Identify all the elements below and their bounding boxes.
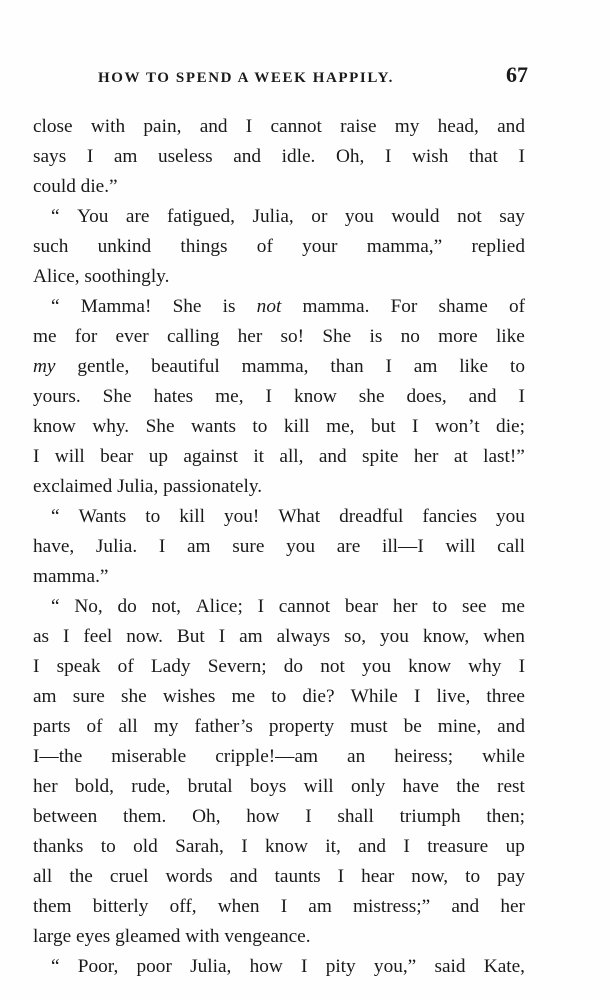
word: rest (497, 776, 525, 797)
word: but (370, 416, 396, 437)
word: and (451, 896, 480, 917)
text-line (33, 472, 525, 502)
word: me (231, 686, 256, 707)
text-line (33, 592, 525, 622)
text-line (33, 712, 525, 742)
word: replied (471, 236, 525, 257)
word: will (303, 776, 334, 797)
word: Oh, (192, 806, 221, 827)
word: know (265, 836, 308, 857)
word: But (176, 626, 205, 647)
word: am (308, 896, 332, 917)
word: I (33, 446, 40, 467)
word: wants (190, 416, 236, 437)
word: Julia. (95, 536, 138, 557)
word: am (239, 626, 263, 647)
word: how (249, 956, 283, 977)
word: not, (151, 596, 181, 617)
word: rude, (131, 776, 171, 797)
word: cannot (270, 116, 322, 137)
word: thanks (33, 836, 84, 857)
word: I (241, 836, 248, 857)
word: cripple!—am (215, 746, 319, 767)
word: be (403, 716, 422, 737)
text-line (33, 832, 525, 862)
word: I (301, 956, 308, 977)
word: fancies (422, 506, 477, 527)
text-line (33, 532, 525, 562)
text-line (33, 652, 525, 682)
word: beautiful (151, 356, 220, 377)
word: pain, (143, 116, 182, 137)
word: her (392, 596, 418, 617)
word: to (465, 866, 481, 887)
word: mamma, (241, 356, 309, 377)
word: for (74, 326, 98, 347)
word: it, (325, 836, 341, 857)
word: know (33, 416, 76, 437)
word: know (293, 386, 337, 407)
word: old (133, 836, 158, 857)
word: does, (406, 386, 447, 407)
word: spite (362, 446, 399, 467)
word: say (499, 206, 525, 227)
text-line (33, 172, 525, 202)
word: She (145, 416, 175, 437)
word: such (33, 236, 69, 257)
word: triumph (399, 806, 461, 827)
text-line (33, 922, 525, 952)
word: sure (72, 686, 105, 707)
text-line (33, 502, 525, 532)
word: and (468, 386, 497, 407)
word: the (69, 866, 93, 887)
word: could (33, 176, 76, 197)
word: call (497, 536, 525, 557)
word: said (434, 956, 466, 977)
word: of (256, 236, 273, 257)
word: eyes (76, 926, 111, 947)
word: I (86, 146, 94, 167)
word: cruel (109, 866, 149, 887)
word: now, (411, 866, 449, 887)
word: She (102, 386, 132, 407)
word: mamma,” (366, 236, 443, 257)
word: how (246, 806, 280, 827)
word: What (278, 506, 321, 527)
word: to (252, 416, 268, 437)
word: am (187, 536, 211, 557)
word: me (501, 596, 525, 617)
text-line (33, 682, 525, 712)
word: passionately. (163, 476, 263, 497)
word: are (336, 536, 361, 557)
word: speak (56, 656, 101, 677)
text-line (33, 412, 525, 442)
word: boys (249, 776, 287, 797)
word: Sarah, (175, 836, 224, 857)
word: No, (74, 596, 103, 617)
word: unkind (97, 236, 152, 257)
word: I (337, 866, 345, 887)
word: shall (337, 806, 374, 827)
word: no (400, 326, 420, 347)
text-line (33, 622, 525, 652)
word: you (495, 506, 525, 527)
word: I (518, 656, 525, 677)
word: between (33, 806, 98, 827)
word: mine, (437, 716, 482, 737)
word: live, (436, 686, 471, 707)
word: you (344, 206, 374, 227)
word: do (283, 656, 304, 677)
word: up (505, 836, 525, 857)
word: my (153, 716, 179, 737)
word: would (391, 206, 440, 227)
word: must (350, 716, 388, 737)
word: kill (283, 416, 310, 437)
word: do (117, 596, 137, 617)
word: Julia, (117, 476, 159, 497)
word: I—the (33, 746, 83, 767)
word: close (33, 116, 73, 137)
text-line (33, 322, 525, 352)
word: her (500, 896, 525, 917)
word: my (33, 356, 56, 377)
word: pay (497, 866, 525, 887)
word: While (350, 686, 398, 707)
word: so, (344, 626, 367, 647)
word: three (486, 686, 525, 707)
word: Poor, (77, 956, 119, 977)
word: calling (166, 326, 220, 347)
word: miserable (111, 746, 187, 767)
word: taunts (274, 866, 321, 887)
word: her (413, 446, 439, 467)
word: more (438, 326, 478, 347)
word: to (510, 356, 525, 377)
word: I (63, 626, 70, 647)
word: Oh, (335, 146, 365, 167)
word: them. (123, 806, 167, 827)
word: “ (51, 206, 60, 227)
word: I (245, 116, 253, 137)
word: that (469, 146, 498, 167)
word: know (408, 656, 451, 677)
word: things (180, 236, 228, 257)
word: She (322, 326, 352, 347)
word: not (320, 656, 345, 677)
word: Lady (150, 656, 191, 677)
word: your (302, 236, 338, 257)
word: pity (325, 956, 356, 977)
word: Alice, (33, 266, 80, 287)
word: Mamma! (80, 296, 152, 317)
word: all, (279, 446, 304, 467)
word: am (113, 146, 138, 167)
word: treasure (427, 836, 489, 857)
word: I (158, 536, 166, 557)
word: Julia, (252, 206, 294, 227)
word: gleamed (115, 926, 181, 947)
word: yours. (33, 386, 81, 407)
word: bear (100, 446, 134, 467)
word: bear (344, 596, 379, 617)
word: and (229, 866, 258, 887)
word: all (33, 866, 53, 887)
word: die.” (80, 176, 118, 197)
word: head, (437, 116, 479, 137)
word: of (508, 296, 525, 317)
word: than (330, 356, 364, 377)
word: with (185, 926, 220, 947)
text-line (33, 112, 525, 142)
word: to (271, 686, 287, 707)
word: all (118, 716, 138, 737)
text-line (33, 292, 525, 322)
word: won’t (434, 416, 480, 437)
word: mistress;” (353, 896, 431, 917)
word: raise (340, 116, 377, 137)
text-line (33, 142, 525, 172)
word: and (358, 836, 387, 857)
word: I (280, 896, 288, 917)
word: hear (361, 866, 395, 887)
word: will (54, 446, 85, 467)
word: sure (232, 536, 265, 557)
word: are (125, 206, 150, 227)
word: says (33, 146, 67, 167)
word: I (403, 836, 410, 857)
word: gentle, (77, 356, 130, 377)
text-line (33, 742, 525, 772)
word: and (497, 116, 525, 137)
word: it (253, 446, 265, 467)
word: her (33, 776, 58, 797)
word: Kate, (483, 956, 525, 977)
word: and (497, 716, 525, 737)
word: I (518, 386, 525, 407)
word: and (233, 146, 262, 167)
word: brutal (187, 776, 233, 797)
word: I (305, 806, 312, 827)
word: die; (496, 416, 525, 437)
word: I (265, 386, 272, 407)
word: while (482, 746, 525, 767)
word: wish (411, 146, 449, 167)
word: like (459, 356, 489, 377)
word: I (218, 626, 226, 647)
text-line (33, 382, 525, 412)
word: know, (422, 626, 470, 647)
word: exclaimed (33, 476, 113, 497)
word: me (33, 326, 57, 347)
word: I (33, 656, 40, 677)
word: at (453, 446, 468, 467)
word: as (33, 626, 50, 647)
word: feel (83, 626, 113, 647)
word: you (362, 656, 391, 677)
text-line (33, 802, 525, 832)
word: Severn; (207, 656, 267, 677)
word: property (268, 716, 335, 737)
word: vengeance. (224, 926, 311, 947)
word: to (100, 836, 116, 857)
word: I (413, 686, 421, 707)
word: when (217, 896, 260, 917)
word: the (456, 776, 480, 797)
word: kill (179, 506, 205, 527)
word: poor (136, 956, 172, 977)
word: to (145, 506, 161, 527)
word: have (402, 776, 439, 797)
word: heiress; (394, 746, 454, 767)
word: with (90, 116, 126, 137)
word: am (33, 686, 57, 707)
word: against (183, 446, 238, 467)
word: Julia, (190, 956, 232, 977)
word: up (148, 446, 168, 467)
word: will (445, 536, 476, 557)
word: large (33, 926, 72, 947)
word: so! (280, 326, 305, 347)
word: me, (326, 416, 355, 437)
word: cannot (278, 596, 331, 617)
word: is (222, 296, 236, 317)
word: is (369, 326, 383, 347)
word: see (461, 596, 487, 617)
word: of (86, 716, 103, 737)
word: now. (126, 626, 163, 647)
text-line (33, 352, 525, 382)
word: you (286, 536, 316, 557)
text-line (33, 862, 525, 892)
word: “ (51, 956, 60, 977)
word: you! (224, 506, 260, 527)
word: Alice; (195, 596, 243, 617)
word: die? (302, 686, 335, 707)
word: soothingly. (84, 266, 170, 287)
word: bold, (74, 776, 115, 797)
word: to (432, 596, 448, 617)
word: She (172, 296, 202, 317)
word: idle. (281, 146, 316, 167)
word: am (413, 356, 438, 377)
word: my (394, 116, 420, 137)
word: mamma.” (33, 566, 109, 587)
word: I (412, 416, 419, 437)
word: last!” (483, 446, 525, 467)
word: an (347, 746, 366, 767)
word: bitterly (92, 896, 149, 917)
word: or (311, 206, 328, 227)
word: when (483, 626, 525, 647)
text-line (33, 442, 525, 472)
word: ever (115, 326, 149, 347)
word: you,” (373, 956, 417, 977)
word: of (117, 656, 134, 677)
text-line (33, 202, 525, 232)
word: why (468, 656, 502, 677)
word: dreadful (339, 506, 404, 527)
text-line (33, 952, 525, 982)
word: not (457, 206, 482, 227)
text-line (33, 262, 525, 292)
word: words (165, 866, 213, 887)
page-number: 67 (506, 62, 528, 87)
text-line (33, 892, 525, 922)
word: I (518, 146, 525, 167)
word: she (121, 686, 147, 707)
word: ill—I (381, 536, 424, 557)
word: I (257, 596, 264, 617)
word: hates (153, 386, 194, 407)
word: wishes (162, 686, 216, 707)
text-line (33, 772, 525, 802)
word: me, (215, 386, 244, 407)
running-head (98, 62, 528, 92)
word: have, (33, 536, 75, 557)
word: not (256, 296, 282, 317)
word: her (237, 326, 263, 347)
text-line (33, 562, 525, 592)
word: always (276, 626, 331, 647)
word: why. (92, 416, 130, 437)
word: she (358, 386, 385, 407)
word: then; (486, 806, 525, 827)
word: and (199, 116, 228, 137)
word: You (77, 206, 109, 227)
word: Wants (78, 506, 127, 527)
word: I (385, 356, 392, 377)
word: and (318, 446, 347, 467)
word: you (379, 626, 409, 647)
word: shame (438, 296, 488, 317)
word: “ (51, 506, 60, 527)
word: useless (157, 146, 213, 167)
word: only (350, 776, 386, 797)
body-text (33, 112, 525, 982)
running-title: HOW TO SPEND A WEEK HAPPILY. (98, 70, 394, 86)
word: “ (51, 596, 60, 617)
word: them (33, 896, 72, 917)
word: like (495, 326, 525, 347)
word: For (390, 296, 418, 317)
text-line (33, 232, 525, 262)
word: parts (33, 716, 71, 737)
word: fatigued, (166, 206, 235, 227)
word: I (384, 146, 392, 167)
word: mamma. (302, 296, 370, 317)
word: off, (169, 896, 197, 917)
word: father’s (194, 716, 253, 737)
word: “ (51, 296, 60, 317)
